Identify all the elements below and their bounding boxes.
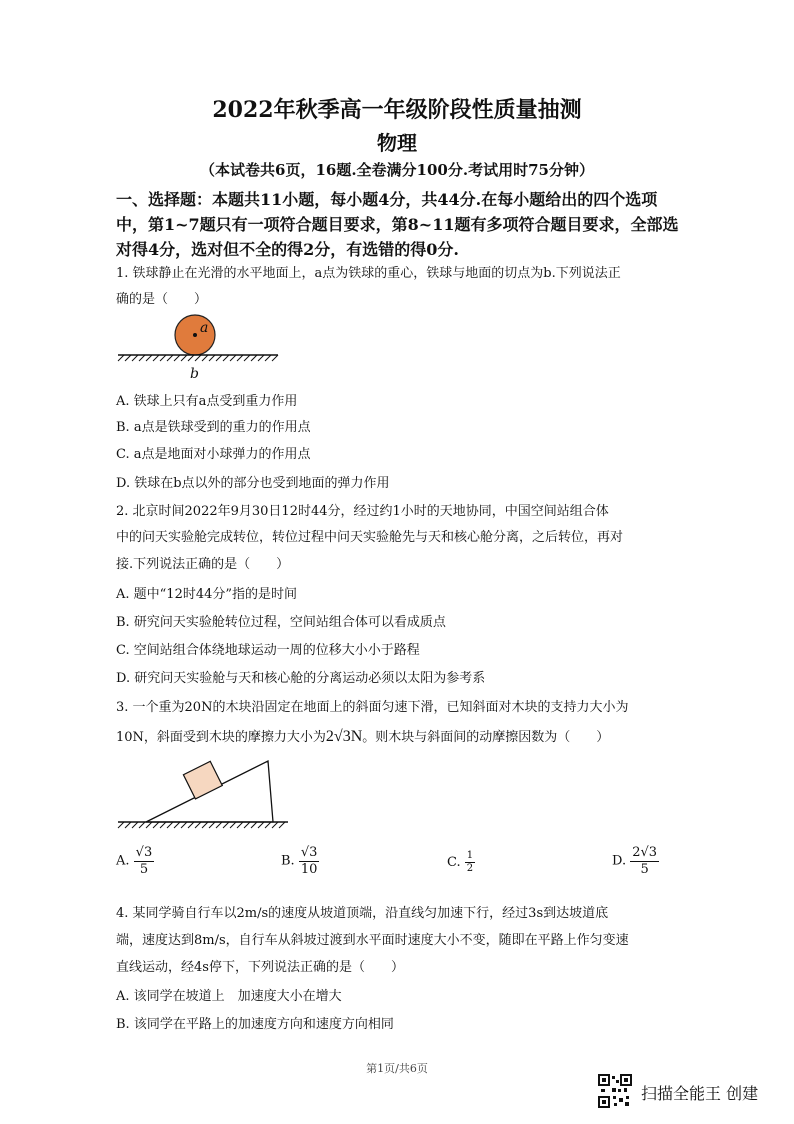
q4-stem-line3: 直线运动，经4s停下，下列说法正确的是（ ） (116, 960, 404, 975)
hatch-mark (272, 822, 278, 828)
exam-title: 2022年秋季高一年级阶段性质量抽测 (212, 97, 582, 123)
exam-info: （本试卷共6页，16题.全卷满分100分.考试用时75分钟） (200, 161, 594, 179)
hatch-mark (244, 355, 250, 361)
q3-stem-line2-post: 。则木块与斜面间的动摩擦因数为（ ） (362, 730, 610, 745)
hatch-mark (251, 355, 257, 361)
hatch-mark (216, 822, 222, 828)
hatch-mark (223, 355, 229, 361)
center-of-gravity-dot (193, 333, 197, 337)
q3-option-a: A. $\frac{√3}{5}$ (116, 845, 153, 877)
hatch-mark (209, 355, 215, 361)
hatch-mark (153, 355, 159, 361)
q1-option-c: C. a点是地面对小球弹力的作用点 (116, 447, 311, 462)
hatch-mark (132, 355, 138, 361)
hatch-mark (181, 355, 187, 361)
q2-option-a: A. 题中“12时44分”指的是时间 (116, 587, 298, 602)
q3-option-b-fraction: $\frac{√3}{10}$ (300, 845, 318, 877)
q3-option-d-fraction: $\frac{2√3}{5}$ (632, 845, 658, 877)
q1-stem-line2: 确的是（ ） (116, 292, 208, 307)
hatch-mark (125, 822, 131, 828)
hatch-mark (153, 822, 159, 828)
hatch-mark (160, 822, 166, 828)
q3-stem-line2-pre: 10N，斜面受到木块的摩擦力大小为 (116, 730, 326, 745)
hatch-mark (279, 822, 285, 828)
label-a: a (200, 320, 209, 336)
section-heading-line1: 一、选择题：本题共11小题，每小题4分，共44分.在每小题给出的四个选项 (116, 190, 658, 209)
q4-stem-line2: 端，速度达到8m/s，自行车从斜坡过渡到水平面时速度大小不变，随即在平路上作匀变速 (116, 933, 629, 948)
hatch-mark (272, 355, 278, 361)
q2-stem-line1: 2. 北京时间2022年9月30日12时44分，经过约1小时的天地协同，中国空间站组合体 (116, 504, 609, 519)
hatch-mark (230, 355, 236, 361)
hatch-mark (202, 355, 208, 361)
q3-stem-line1: 3. 一个重为20N的木块沿固定在地面上的斜面匀速下滑，已知斜面对木块的支持力大小为 (116, 700, 629, 715)
q2-option-b: B. 研究问天实验舱转位过程，空间站组合体可以看成质点 (116, 615, 446, 630)
wooden-block (183, 761, 222, 799)
hatch-mark (216, 355, 222, 361)
scanner-watermark: 扫描全能王 创建 (641, 1084, 759, 1103)
hatch-mark (174, 355, 180, 361)
hatch-mark (174, 822, 180, 828)
hatch-mark (160, 355, 166, 361)
q1-option-d: D. 铁球在b点以外的部分也受到地面的弹力作用 (116, 476, 390, 491)
hatch-mark (265, 822, 271, 828)
hatch-mark (209, 822, 215, 828)
q2-option-d: D. 研究问天实验舱与天和核心舱的分离运动必须以太阳为参考系 (116, 671, 486, 686)
hatch-mark (188, 355, 194, 361)
hatch-mark (244, 822, 250, 828)
hatch-mark (167, 355, 173, 361)
q1-figure (116, 310, 281, 385)
hatch-mark (139, 355, 145, 361)
hatch-mark (265, 355, 271, 361)
q2-option-c: C. 空间站组合体绕地球运动一周的位移大小小于路程 (116, 643, 420, 658)
hatch-mark (146, 355, 152, 361)
q1-option-a: A. 铁球上只有a点受到重力作用 (116, 394, 298, 409)
q3-option-d: D. $\frac{2√3}{5}$ (612, 845, 658, 877)
qr-code-icon (598, 1074, 632, 1108)
q3-option-b: B. $\frac{√3}{10}$ (281, 845, 318, 877)
hatch-mark (258, 822, 264, 828)
hatch-mark (139, 822, 145, 828)
q4-option-a: A. 该同学在坡道上 加速度大小在增大 (116, 989, 342, 1004)
hatch-mark (195, 355, 201, 361)
section-heading-line3: 对得4分，选对但不全的得2分，有选错的得0分. (116, 240, 459, 259)
q4-stem-line1: 4. 某同学骑自行车以2m/s的速度从坡道顶端，沿直线匀加速下行，经过3s到达坡道底 (116, 906, 609, 921)
hatch-mark (237, 355, 243, 361)
hatch-mark (118, 355, 124, 361)
hatch-mark (202, 822, 208, 828)
q1-option-b: B. a点是铁球受到的重力的作用点 (116, 420, 311, 435)
block (183, 761, 222, 799)
hatch-mark (181, 822, 187, 828)
ground-hatching-2 (118, 822, 285, 828)
page-number: 第1页/共6页 (366, 1062, 428, 1075)
hatch-mark (167, 822, 173, 828)
hatch-mark (118, 822, 124, 828)
section-heading-line2: 中，第1~7题只有一项符合题目要求，第8~11题有多项符合题目要求，全部选 (116, 215, 679, 234)
q3-figure (116, 756, 291, 831)
hatch-mark (195, 822, 201, 828)
hatch-mark (146, 822, 152, 828)
q3-option-a-fraction: $\frac{√3}{5}$ (135, 845, 153, 877)
q3-stem-line2 (116, 726, 609, 746)
hatch-mark (223, 822, 229, 828)
q2-stem-line3: 接.下列说法正确的是（ ） (116, 557, 290, 572)
hatch-mark (132, 822, 138, 828)
hatch-mark (237, 822, 243, 828)
subject-title: 物理 (377, 131, 417, 155)
label-b: b (190, 366, 199, 382)
ground-hatching (118, 355, 278, 361)
hatch-mark (188, 822, 194, 828)
q2-stem-line2: 中的问天实验舱完成转位，转位过程中问天实验舱先与天和核心舱分离，之后转位，再对 (116, 530, 624, 545)
hatch-mark (251, 822, 257, 828)
q3-option-c-fraction: $\frac{1}{2}$ (466, 850, 474, 874)
hatch-mark (258, 355, 264, 361)
q1-stem-line1: 1. 铁球静止在光滑的水平地面上，a点为铁球的重心，铁球与地面的切点为b.下列说法正 (116, 266, 621, 281)
q3-math-friction: 2√3N (325, 728, 363, 745)
q3-option-c: C. $\frac{1}{2}$ (447, 850, 474, 874)
hatch-mark (125, 355, 131, 361)
q4-option-b: B. 该同学在平路上的加速度方向和速度方向相同 (116, 1017, 394, 1032)
hatch-mark (230, 822, 236, 828)
